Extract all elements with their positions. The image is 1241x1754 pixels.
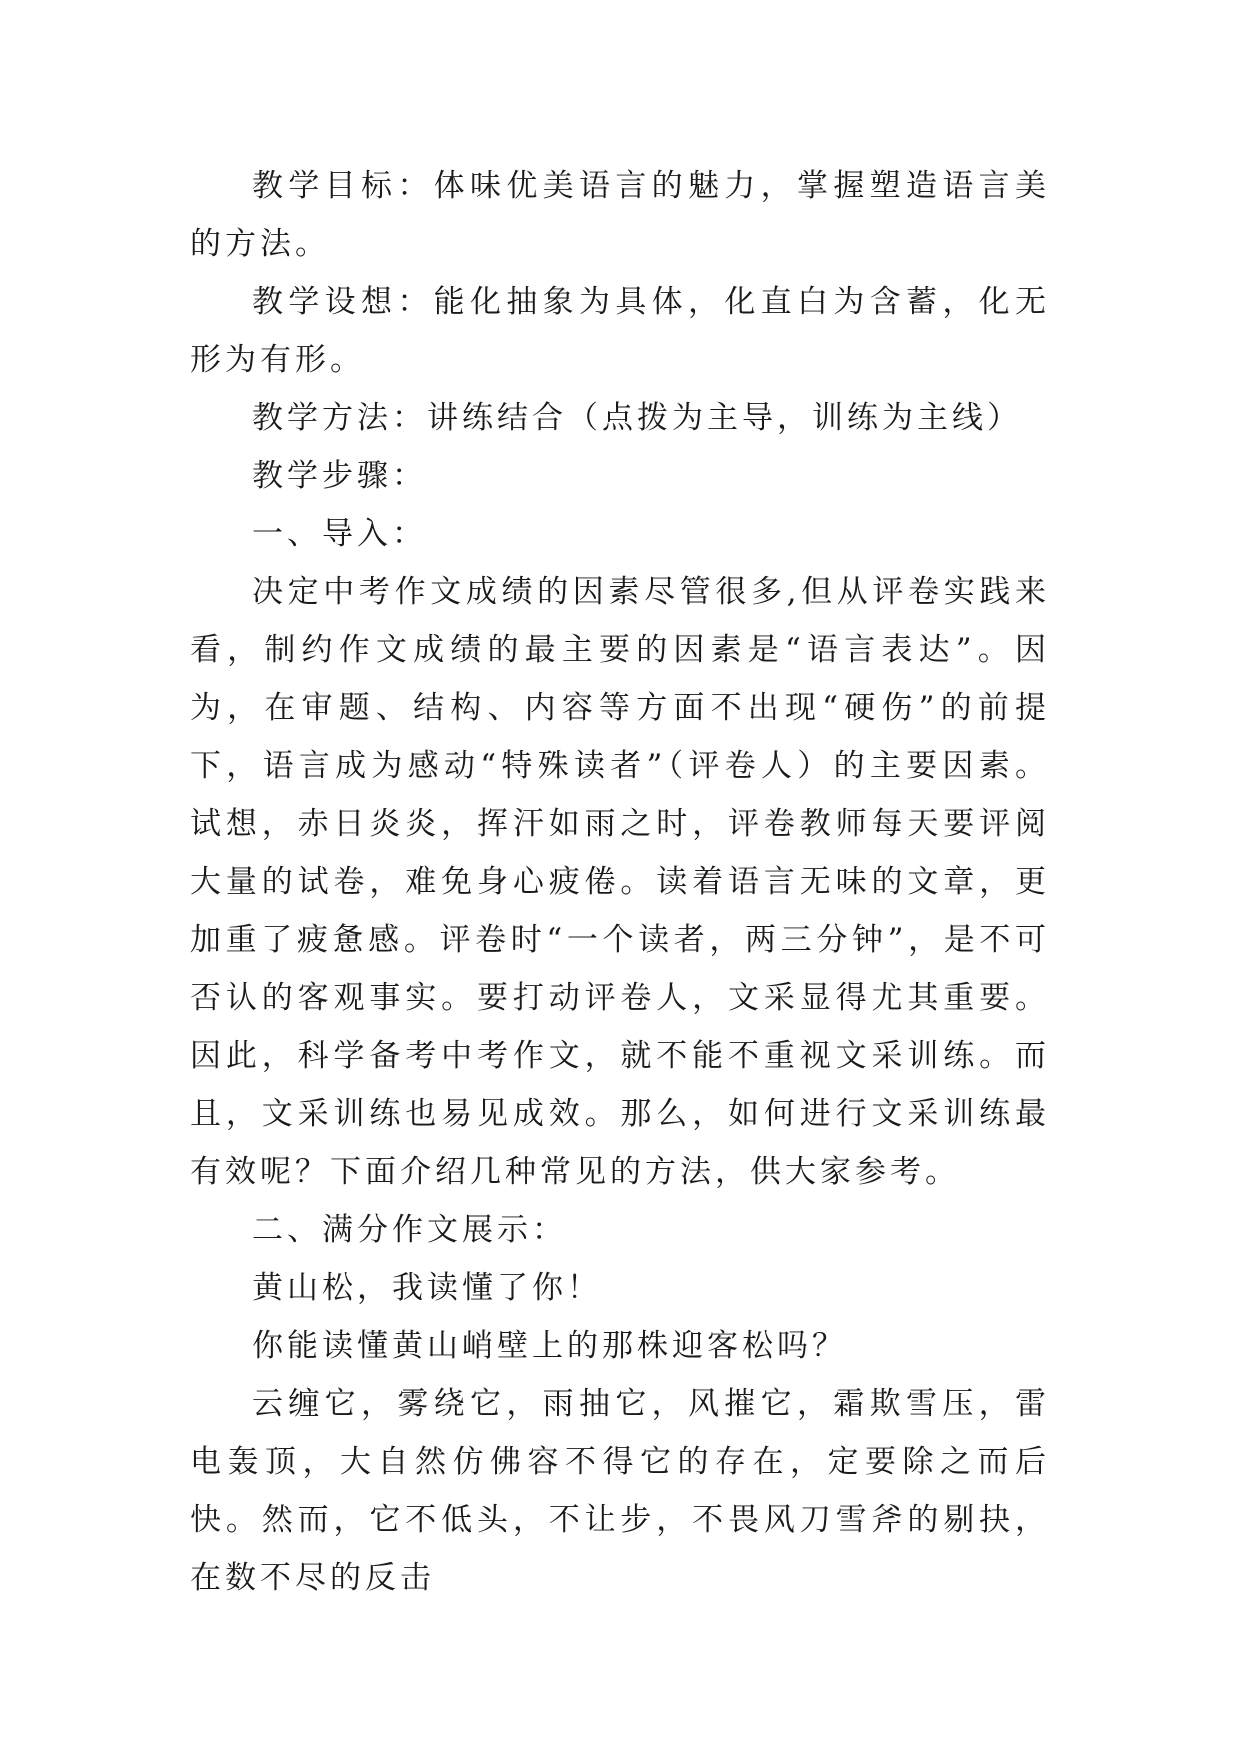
intro-paragraph: 决定中考作文成绩的因素尽管很多,但从评卷实践来看，制约作文成绩的最主要的因素是“语言表达”。因为，在审题、结构、内容等方面不出现“硬伤”的前提下，语言成为感动“特殊读者”（评卷人）的主要因素。试想，赤日炎炎，挥汗如雨之时，评卷教师每天要评阅大量的试卷，难免身心疲倦。读着语言无味的文章，更加重了疲惫感。评卷时“一个读者，两三分钟”，是不可否认的客观事实。要打动评卷人，文采显得尤其重要。因此，科学备考中考作文，就不能不重视文采训练。而且，文采训练也易见成效。那么，如何进行文采训练最有效呢？下面介绍几种常见的方法，供大家参考。	[190, 574, 1050, 1190]
section-essay-heading: 二、满分作文展示：	[252, 1212, 567, 1248]
teaching-goal-paragraph: 教学目标：体味优美语言的魅力，掌握塑造语言美的方法。	[190, 168, 1050, 262]
essay-title: 黄山松，我读懂了你！	[252, 1270, 602, 1306]
teaching-steps-heading: 教学步骤：	[252, 458, 427, 494]
document-body	[190, 157, 1050, 1607]
teaching-method-paragraph: 教学方法：讲练结合（点拨为主导，训练为主线）	[252, 400, 1022, 436]
teaching-idea-paragraph: 教学设想：能化抽象为具体，化直白为含蓄，化无形为有形。	[190, 284, 1050, 378]
essay-paragraph-1: 你能读懂黄山峭壁上的那株迎客松吗？	[252, 1328, 847, 1364]
section-intro-heading: 一、导入：	[252, 516, 427, 552]
essay-paragraph-2: 云缠它，雾绕它，雨抽它，风摧它，霜欺雪压，雷电轰顶，大自然仿佛容不得它的存在，定要除之而后快。然而，它不低头，不让步，不畏风刀雪斧的剔抉，在数不尽的反击	[190, 1386, 1050, 1596]
